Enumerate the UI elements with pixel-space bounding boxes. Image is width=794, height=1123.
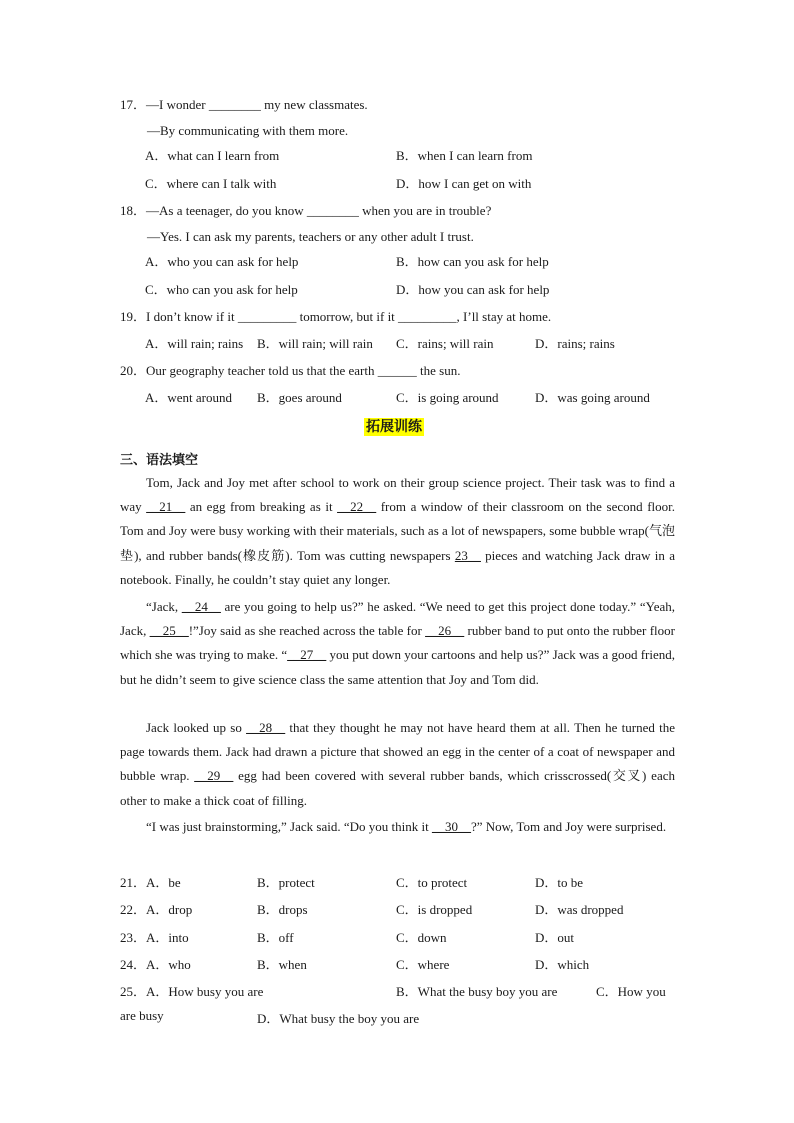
q19-stem: 19．I don’t know if it _________ tomorrow, but if it _________, I’ll stay at home. — [120, 309, 552, 324]
q17-option-b: B．when I can learn from — [396, 148, 533, 163]
blank-24: __24__ — [181, 599, 221, 614]
blank-22: __22__ — [337, 499, 377, 515]
passage-text: are you going to help us?” he asked. “We need to get this project done today.” “Yeah, Jack, — [120, 599, 675, 639]
section-heading: 三、语法填空 — [120, 453, 199, 468]
q22-option-a: 22．A．drop — [120, 902, 193, 917]
q20-stem: 20．Our geography teacher told us that the earth ______ the sun. — [120, 363, 461, 378]
q21-option-b: B．protect — [257, 875, 315, 890]
q18-option-c: C．who can you ask for help — [145, 282, 298, 297]
q17-reply: —By communicating with them more. — [147, 123, 349, 138]
passage-text: Tom, Jack and Joy met after school to work on their group science project. Their task was to find a way — [120, 475, 675, 515]
extension-title: 拓展训练 — [366, 419, 422, 435]
q23-option-b: B．off — [257, 930, 294, 945]
blank-27: __27__ — [287, 647, 327, 663]
blank-23: 23__ — [454, 547, 481, 563]
passage-text: pieces and watching Jack draw in a notebook. Finally, he couldn’t stay quiet any longer. — [120, 547, 675, 587]
q17-option-c: C．where can I talk with — [145, 176, 277, 191]
passage-text: “Jack, — [146, 599, 182, 614]
q19-option-b: B．will rain; will rain — [257, 336, 373, 351]
passage-text: !”Joy said as she reached across the table for — [188, 623, 426, 639]
q17-option-d: D．how I can get on with — [396, 176, 532, 191]
passage-text: you put down your cartoons and help us?” Jack was a good friend, but he didn’t seem to give science class the same attention that Joy and Tom did. — [120, 647, 675, 687]
q24-option-d: D．which — [535, 957, 590, 972]
passage-paragraph-2 — [120, 595, 675, 692]
passage-text: Jack looked up so — [146, 720, 247, 735]
passage-text: ?” Now, Tom and Joy were surprised. — [470, 819, 667, 834]
q23-option-a: 23．A．into — [120, 930, 189, 945]
passage-text: “I was just brainstorming,” Jack said. “Do you think it — [146, 819, 432, 834]
q18-reply: —Yes. I can ask my parents, teachers or any other adult I trust. — [147, 229, 474, 244]
blank-28: __28__ — [246, 720, 286, 735]
passage-text: an egg from breaking as it — [185, 499, 338, 515]
q19-option-a: A．will rain; rains — [145, 336, 244, 351]
q20-option-b: B．goes around — [257, 390, 342, 405]
q21-option-d: D．to be — [535, 875, 584, 890]
q20-option-d: D．was going around — [535, 390, 650, 405]
q25-option-c: C．How you — [596, 984, 666, 999]
q18-stem: 18．—As a teenager, do you know ________ when you are in trouble? — [120, 203, 492, 218]
passage-paragraph-4 — [120, 815, 675, 839]
q22-option-d: D．was dropped — [535, 902, 624, 917]
q24-option-a: 24．A．who — [120, 957, 191, 972]
q24-option-b: B．when — [257, 957, 307, 972]
q24-option-c: C．where — [396, 957, 450, 972]
q20-option-a: A．went around — [145, 390, 233, 405]
passage-paragraph-1 — [120, 471, 675, 592]
q25-option-d: D．What busy the boy you are — [257, 1011, 420, 1026]
blank-30: __30__ — [431, 819, 471, 834]
passage-text: egg had been covered with several rubber bands, which crisscrossed(交叉) each other to make a thick coat of filling. — [120, 768, 675, 808]
q22-option-c: C．is dropped — [396, 902, 473, 917]
passage-paragraph-3 — [120, 716, 675, 813]
q17-stem: 17．—I wonder ________ my new classmates. — [120, 97, 368, 112]
q23-option-d: D．out — [535, 930, 575, 945]
q17-option-a: A．what can I learn from — [145, 148, 280, 163]
q19-option-c: C．rains; will rain — [396, 336, 494, 351]
q25-option-a: 25．A．How busy you are — [120, 984, 264, 999]
blank-25: __25__ — [149, 623, 189, 639]
q23-option-c: C．down — [396, 930, 447, 945]
blank-21: __21__ — [146, 499, 186, 515]
q21-option-c: C．to protect — [396, 875, 468, 890]
q18-option-b: B．how can you ask for help — [396, 254, 549, 269]
passage-text: that they thought he may not have heard them at all. Then he turned the page towards them. Jack had drawn a picture that showed an egg in the center of a coat of newspaper and bubble wrap. — [120, 720, 675, 784]
q21-option-a: 21．A．be — [120, 875, 181, 890]
q22-option-b: B．drops — [257, 902, 308, 917]
q19-option-d: D．rains; rains — [535, 336, 615, 351]
blank-29: __29__ — [194, 768, 234, 784]
q20-option-c: C．is going around — [396, 390, 499, 405]
q18-option-a: A．who you can ask for help — [145, 254, 299, 269]
q25-option-c-cont: are busy — [120, 1008, 164, 1023]
q25-option-b: B．What the busy boy you are — [396, 984, 558, 999]
passage-text: rubber band to put onto the rubber floor which she was trying to make. “ — [120, 623, 675, 663]
q18-option-d: D．how you can ask for help — [396, 282, 550, 297]
blank-26: __26__ — [425, 623, 465, 639]
passage-text: from a window of their classroom on the second floor. Tom and Joy were busy working with their materials, such as a lot of newspapers, some bubble wrap(气泡垫), and rubber bands(橡皮筋). Tom was cutting newspapers — [120, 499, 675, 563]
